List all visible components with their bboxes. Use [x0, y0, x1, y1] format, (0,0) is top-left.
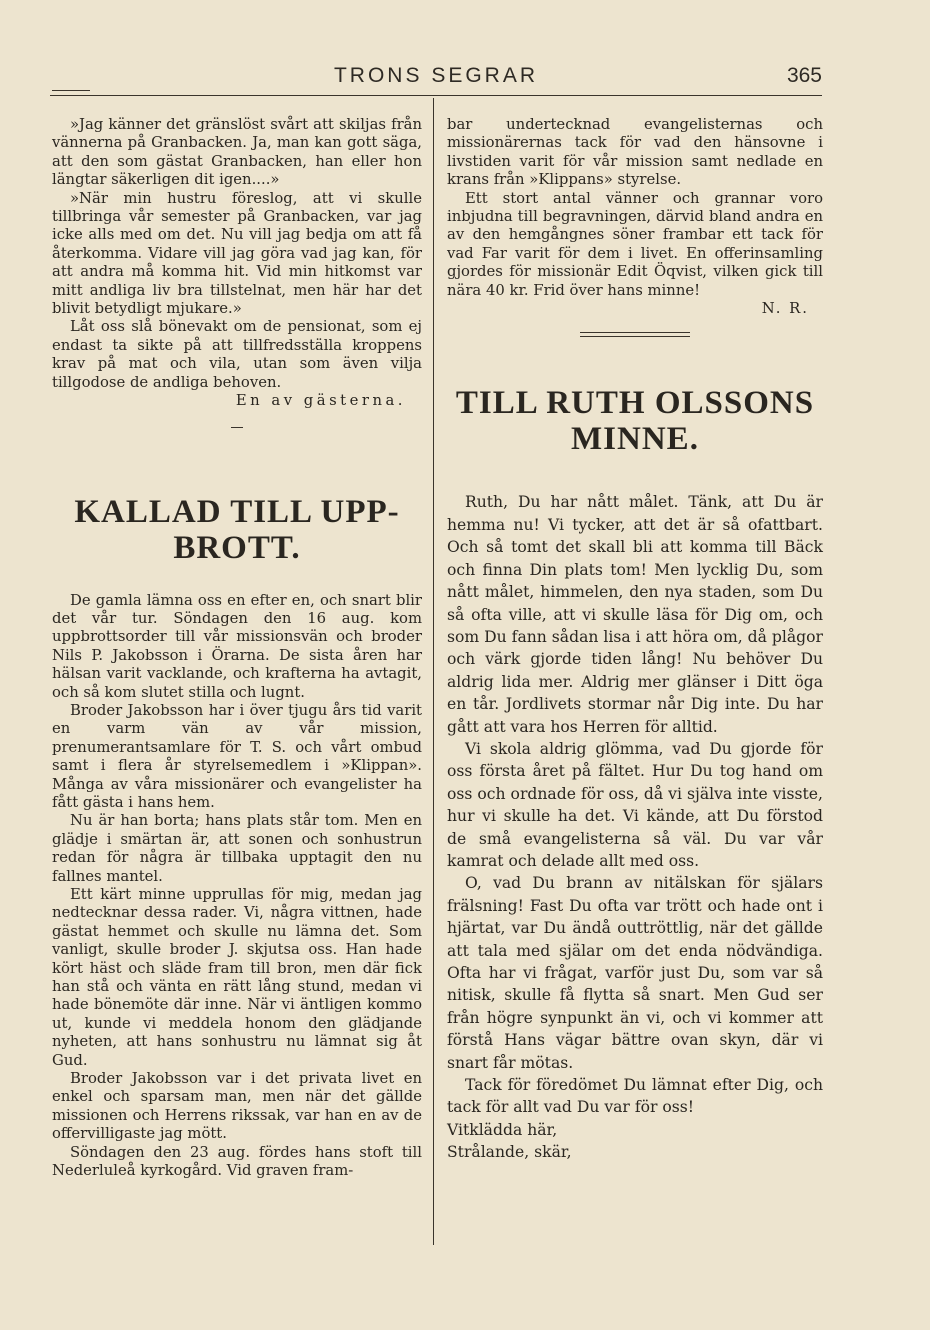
column-divider — [433, 98, 434, 1245]
article-paragraph: De gamla lämna oss en efter en, och snart blir det vår tur. Söndagen den 16 aug. kom uppbrottsorder till vår missionsvän och broder Nils P. Jakobsson i Örarna. De sista åren har hälsan varit vacklande, och krafterna ha avtagit, och så kom slutet stilla och lugnt. — [52, 591, 422, 701]
publication-title: TRONS SEGRAR — [333, 64, 539, 87]
memorial-paragraph: Tack för föredömet Du lämnat efter Dig, och tack för allt vad Du var för oss! — [447, 1076, 823, 1117]
article-paragraph: Broder Jakobsson har i över tjugu års tid varit en varm vän av vår mission, prenumerantsamlare för T. S. och vårt ombud samt i flera år styrelsemedlem i »Klippan». Många av våra missionärer och evangelister ha fått gästa i hans hem. — [52, 701, 422, 811]
left-column — [52, 116, 422, 1181]
memorial-paragraph: O, vad Du brann av nitälskan för själars frälsning! Fast Du ofta var trött och hade ont i hjärtat, var Du ändå outtröttlig, när det gällde att tala med själar om det enda nödvändiga. Ofta har vi frågat, varför just Du, som var så nitisk, skulle få flytta så snart. Men Gud ser från högre synpunkt än vi, och vi kommer att förstå Hans vägar bättre ovan skyn, där vi snart får mötas. — [447, 874, 823, 1072]
poem-line: Strålande, skär, — [447, 1143, 572, 1162]
poem-line: Vitklädda här, — [447, 1120, 558, 1139]
right-column — [447, 116, 823, 1164]
guest-signature: En av gästerna. — [235, 392, 406, 410]
intro-paragraph: »Jag känner det gränslöst svårt att skiljas från vännerna på Granbacken. Ja, man kan gott säga, att den som gästat Granbacken, han eller hon längtar säkerligen dit igen....» — [52, 116, 422, 189]
running-header — [50, 62, 822, 90]
header-rule — [50, 95, 822, 96]
article-title-kallad: KALLAD TILL UPP-BROTT. — [74, 493, 400, 566]
article-paragraph: Ett kärt minne upprullas för mig, medan jag nedtecknar dessa rader. Vi, några vittnen, hade gästat hemmet och skulle nu lämna det. Som vanligt, skulle broder J. skjutsa oss. Han hade kört häst och släde fram till bron, men där fick han stå och vänta en rätt lång stund, medan vi hade bönemöte där inne. När vi äntligen kommo ut, kunde vi meddela honom den glädjande nyheten, att hans sonhustru nu lämnat sig åt Gud. — [52, 886, 422, 1069]
continued-paragraph: bar undertecknad evangelisternas och missionärernas tack för vad den hänsovne i livstiden varit för vår mission samt nedlade en krans från »Klippans» styrelse. — [447, 116, 823, 189]
article-title-ruth: TILL RUTH OLSSONS MINNE. — [455, 385, 815, 458]
continued-paragraph: Ett stort antal vänner och grannar voro inbjudna till begravningen, därvid bland andra en av den hemgångnes söner frambar ett tack för vad Far varit för dem i livet. En offerinsamling gjordes för missionär Edit Öqvist, vilken gick till nära 40 kr. Frid över hans minne! — [447, 189, 823, 299]
article-paragraph: Söndagen den 23 aug. fördes hans stoft till Nederluleå kyrkogård. Vid graven fram- — [52, 1143, 422, 1180]
double-rule-separator — [580, 332, 690, 337]
article-paragraph: Broder Jakobsson var i det privata livet en enkel och sparsam man, men när det gällde missionen och Herrens rikssak, var han en av de offervilligaste jag mött. — [52, 1070, 422, 1143]
article-paragraph: Nu är han borta; hans plats står tom. Men en glädje i smärtan är, att sonen och sonhustrun redan för några är tillbaka upptagit den nu fallnes mantel. — [52, 812, 422, 885]
memorial-text — [447, 491, 823, 1163]
intro-paragraph: »När min hustru föreslog, att vi skulle tillbringa vår semester på Granbacken, var jag icke alls med om det. Nu vill jag bedja om att få återkomma. Vidare vill jag göra vad jag kan, för att andra må komma hit. Vid min hitkomst var mitt andliga liv bra tillstelnat, men här har det blivit betydligt mjukare.» — [52, 189, 422, 318]
page-number: 365 — [786, 64, 822, 87]
memorial-paragraph: Vi skola aldrig glömma, vad Du gjorde för oss första året på fältet. Hur Du tog hand om oss och ordnade för oss, då vi själva inte visste, hur vi skulle ha det. Vi kände, att Du förstod de små evangelisterna så väl. Du var vår kamrat och delade allt med oss. — [447, 739, 823, 870]
header-dash — [52, 90, 90, 91]
author-signature: N. R. — [761, 300, 809, 318]
separator-dash — [231, 427, 243, 428]
memorial-paragraph: Ruth, Du har nått målet. Tänk, att Du är hemma nu! Vi tycker, att det är så ofattbart. Och så tomt det skall bli att komma till Bäck och finna Din plats tom! Men lycklig Du, som nått målet, himmelen, den nya staden, som Du så ofta ville, att vi skulle läsa för Dig om, och som Du fann sådan lisa i att höra om, då plågor och värk gjorde tiden lång! Nu behöver Du aldrig lida mer. Aldrig mer glänser i Ditt öga en tår. Jordlivets stormar når Dig inte. Du har gått att vara hos Herren för alltid. — [447, 493, 823, 736]
intro-paragraph: Låt oss slå bönevakt om de pensionat, som ej endast ta sikte på att tillfredsställa kroppens krav på mat och vila, utan som även vilja tillgodose de andliga behoven. — [52, 318, 422, 391]
